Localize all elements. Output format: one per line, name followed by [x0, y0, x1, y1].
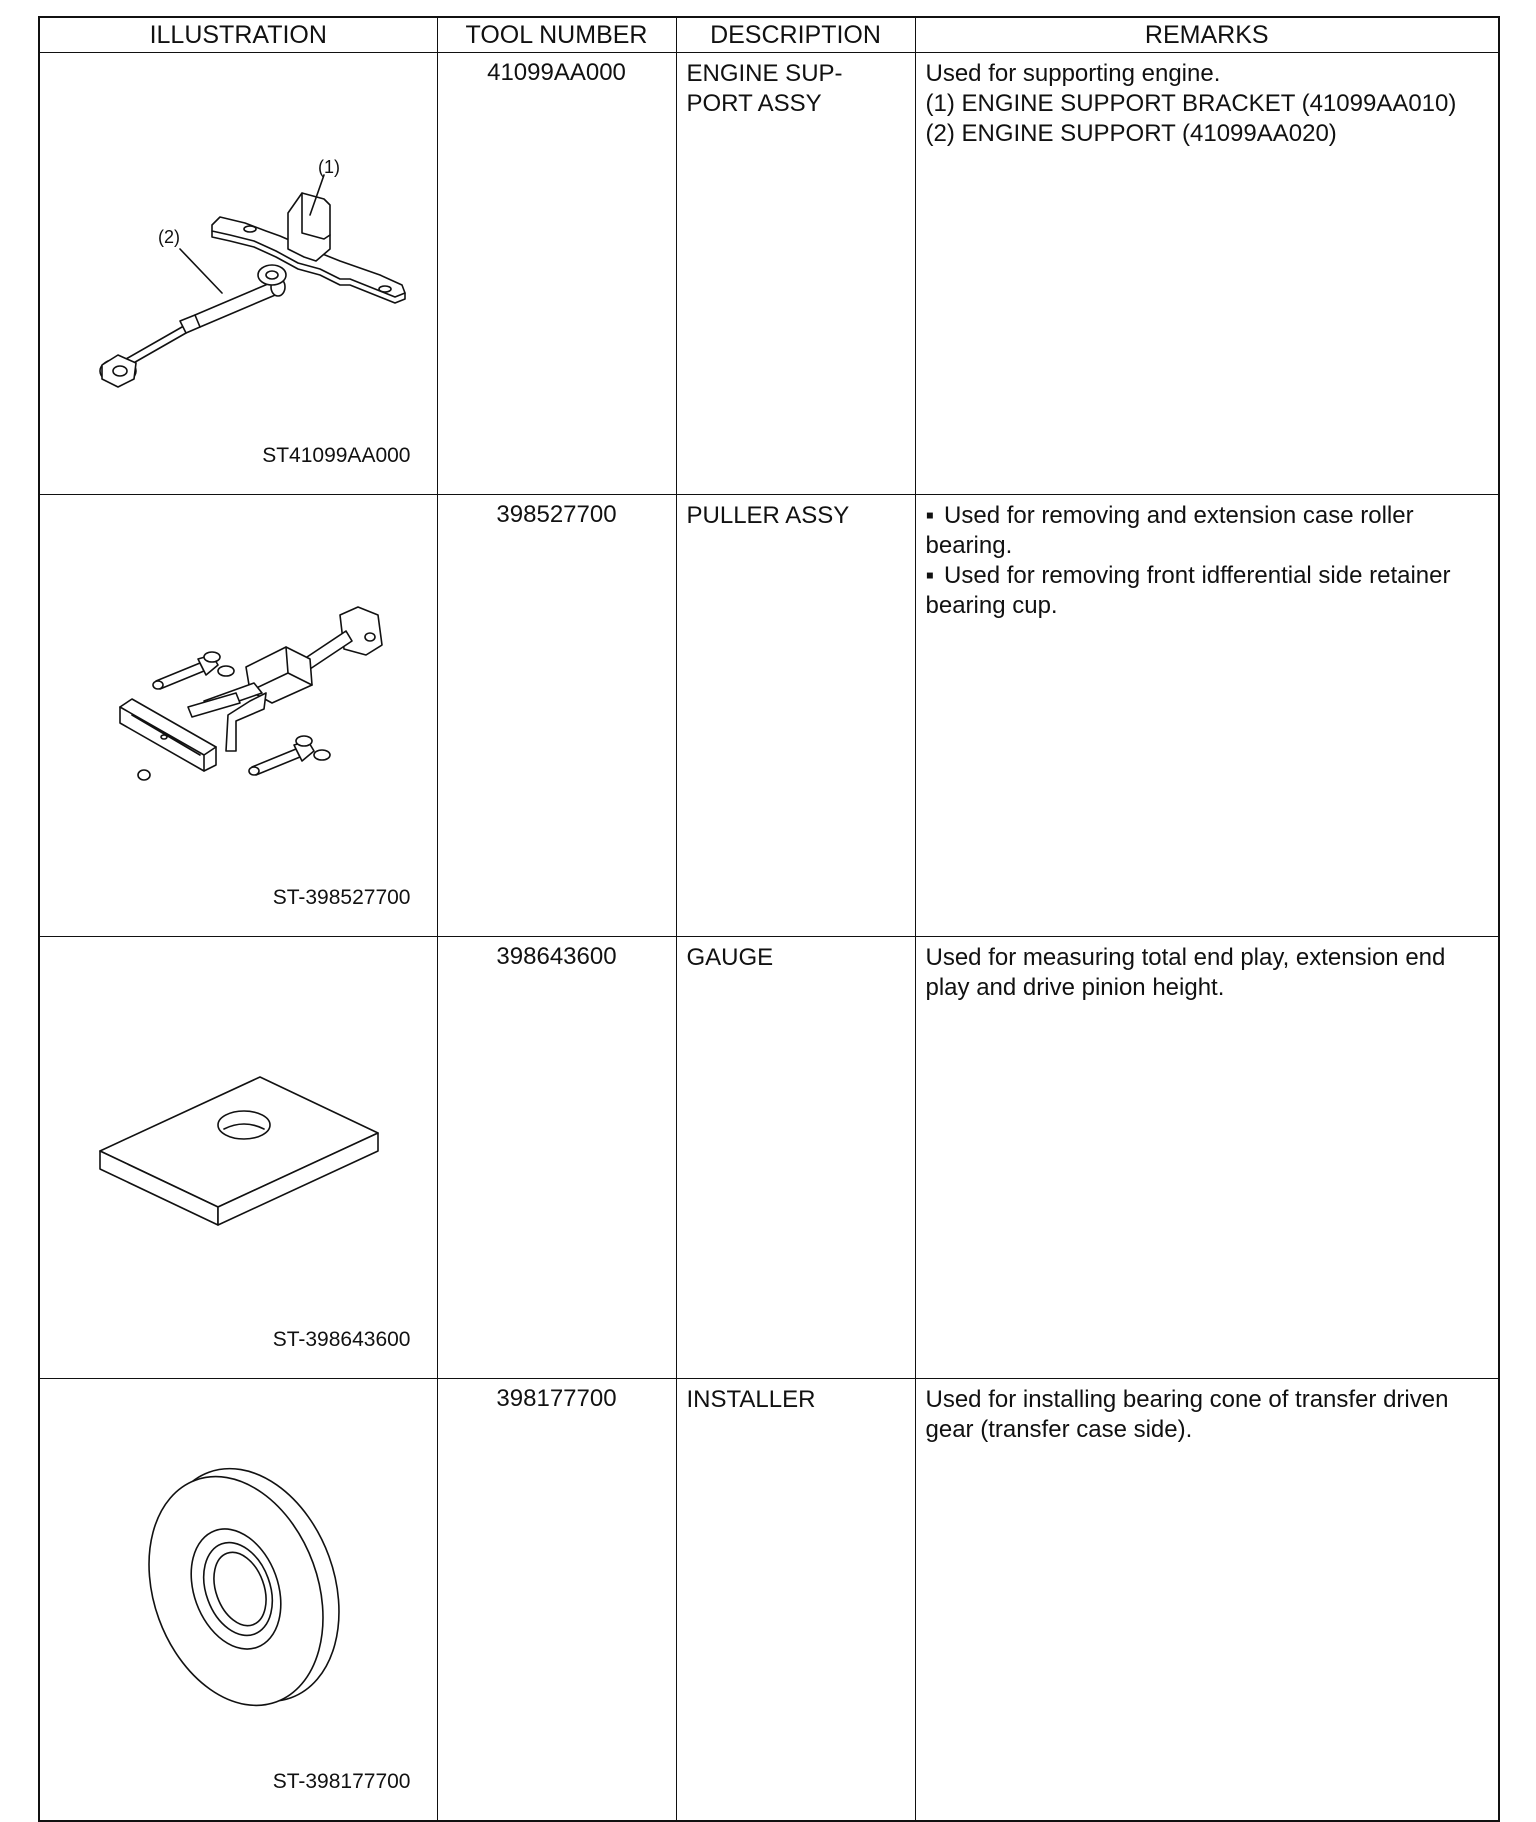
table-row [39, 937, 1499, 1379]
remark-bullet: ▪ Used for removing front idfferential side retainer bearing cup. [926, 561, 1491, 621]
tool-number: 398177700 [437, 1379, 676, 1822]
callout-1: (1) [318, 157, 340, 177]
header-tool-number: TOOL NUMBER [437, 17, 676, 53]
header-illustration: ILLUSTRATION [39, 17, 437, 53]
illustration-installer [39, 1379, 437, 1822]
table-header-row [39, 17, 1499, 53]
tool-number: 398527700 [437, 495, 676, 937]
remark-line: Used for measuring total end play, extension end play and drive pinion height. [925, 944, 1446, 1001]
tool-number: 41099AA000 [437, 53, 676, 495]
tool-remarks [915, 53, 1499, 495]
remark-bullet: ▪ Used for removing and extension case roller bearing. [926, 501, 1491, 561]
tool-number: 398643600 [437, 937, 676, 1379]
remark-line: Used for supporting engine. [925, 60, 1221, 87]
illustration-puller [39, 495, 437, 937]
tool-description: PULLER ASSY [676, 495, 915, 937]
table-row [39, 53, 1499, 495]
special-tools-table [38, 16, 1500, 1822]
installer-drawing [40, 1379, 438, 1813]
illustration-code: ST-398643600 [272, 1328, 411, 1351]
table-row [39, 1379, 1499, 1822]
illustration-code: ST-398177700 [272, 1770, 411, 1793]
engine-support-drawing [40, 53, 438, 487]
tool-remarks [915, 495, 1499, 937]
header-description: DESCRIPTION [676, 17, 915, 53]
illustration-engine-support [39, 53, 437, 495]
illustration-gauge [39, 937, 437, 1379]
remark-line: Used for installing bearing cone of transfer driven gear (transfer case side). [925, 1386, 1449, 1443]
gauge-drawing [40, 937, 438, 1371]
header-remarks: REMARKS [915, 17, 1499, 53]
tool-description: ENGINE SUP- PORT ASSY [676, 53, 915, 495]
table-row [39, 495, 1499, 937]
tool-description: GAUGE [676, 937, 915, 1379]
remark-line: (1) ENGINE SUPPORT BRACKET (41099AA010) [925, 90, 1457, 117]
remark-line: (2) ENGINE SUPPORT (41099AA020) [925, 120, 1337, 147]
illustration-code: ST-398527700 [272, 886, 411, 909]
illustration-code: ST41099AA000 [262, 444, 411, 467]
puller-assy-drawing [40, 495, 438, 929]
callout-2: (2) [158, 227, 180, 247]
tool-description: INSTALLER [676, 1379, 915, 1822]
tool-remarks [915, 1379, 1499, 1822]
tool-remarks [915, 937, 1499, 1379]
